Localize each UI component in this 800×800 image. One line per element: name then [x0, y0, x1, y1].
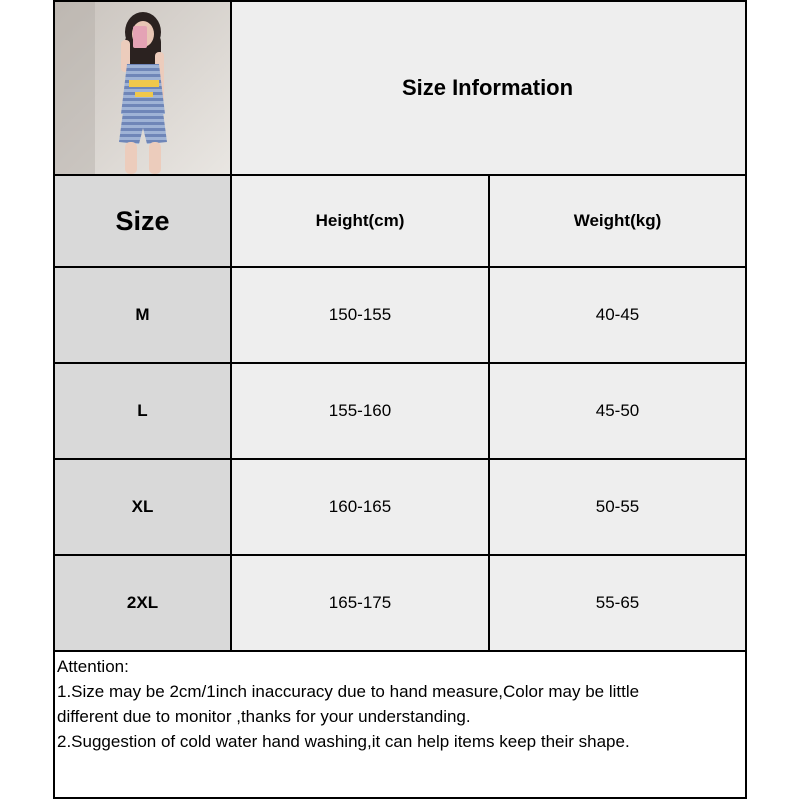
height-header-label: Height(cm): [315, 211, 405, 230]
height-value: 150-155: [328, 305, 392, 324]
notes-line: 1.Size may be 2cm/1inch inaccuracy due to hand measure,Color may be little: [57, 682, 640, 701]
size-column-header: [55, 176, 230, 266]
title-cell: [230, 2, 745, 174]
weight-value: 45-50: [595, 401, 640, 420]
size-chart: [53, 0, 747, 800]
size-label: M: [135, 305, 150, 324]
divider: [53, 554, 747, 556]
height-value: 155-160: [328, 401, 392, 420]
divider: [53, 0, 55, 799]
divider: [230, 0, 232, 652]
size-header-label: Size: [115, 205, 170, 236]
notes-heading: Attention:: [57, 657, 129, 676]
size-label: L: [137, 401, 148, 420]
divider: [53, 458, 747, 460]
height-cell-m: [232, 268, 488, 362]
weight-value: 55-65: [595, 593, 640, 612]
divider: [53, 362, 747, 364]
weight-header-label: Weight(kg): [573, 211, 662, 230]
weight-value: 40-45: [595, 305, 640, 324]
size-cell-xl: [55, 460, 230, 554]
height-cell-xl: [232, 460, 488, 554]
weight-column-header: [490, 176, 745, 266]
size-cell-l: [55, 364, 230, 458]
divider: [53, 0, 747, 2]
weight-cell-l: [490, 364, 745, 458]
height-value: 160-165: [328, 497, 392, 516]
divider: [488, 174, 490, 652]
height-value: 165-175: [328, 593, 392, 612]
notes-line: 2.Suggestion of cold water hand washing,it can help items keep their shape.: [57, 732, 630, 751]
divider: [53, 797, 747, 799]
product-photo: [55, 2, 230, 174]
model-photo-icon: [55, 2, 230, 174]
size-label: 2XL: [126, 593, 159, 612]
notes-line: different due to monitor ,thanks for your understanding.: [57, 707, 471, 726]
divider: [53, 174, 747, 176]
attention-notes: [57, 654, 743, 754]
weight-value: 50-55: [595, 497, 640, 516]
height-column-header: [232, 176, 488, 266]
weight-cell-2xl: [490, 556, 745, 650]
height-cell-2xl: [232, 556, 488, 650]
weight-cell-m: [490, 268, 745, 362]
page-title: Size Information: [401, 75, 574, 100]
height-cell-l: [232, 364, 488, 458]
size-cell-2xl: [55, 556, 230, 650]
divider: [745, 0, 747, 799]
size-cell-m: [55, 268, 230, 362]
divider: [53, 650, 747, 652]
divider: [53, 266, 747, 268]
size-label: XL: [131, 497, 154, 516]
weight-cell-xl: [490, 460, 745, 554]
